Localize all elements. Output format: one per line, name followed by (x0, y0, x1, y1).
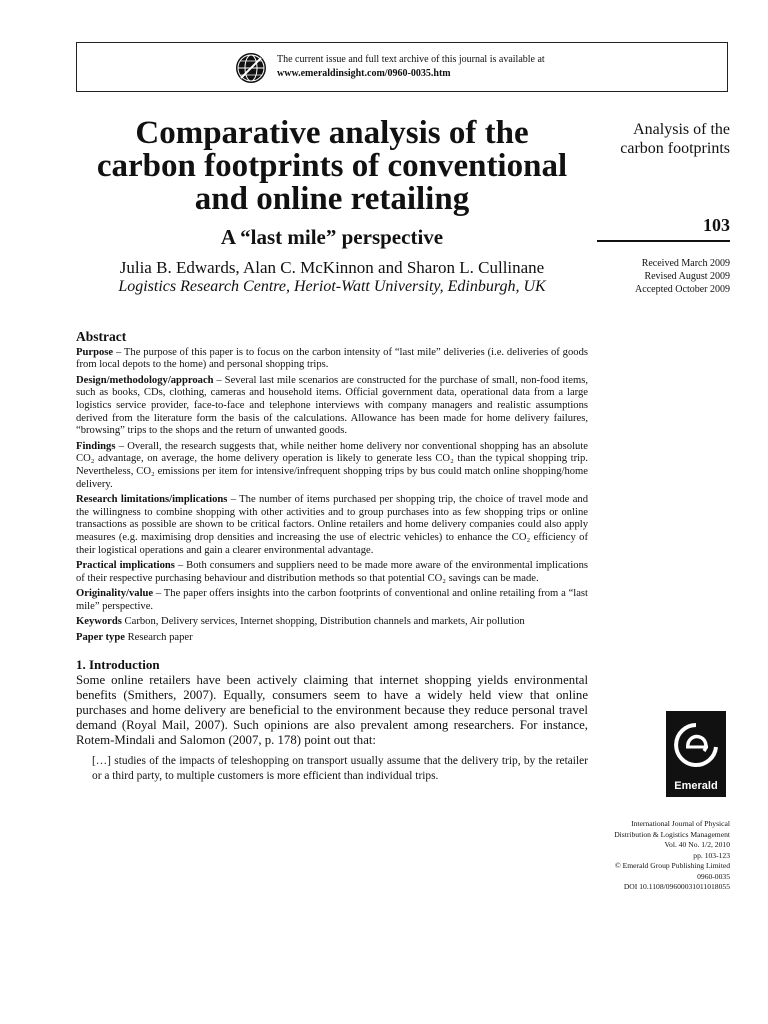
abstract-practical (76, 560, 588, 585)
journal-availability-banner (76, 42, 728, 92)
journal-url-link[interactable]: www.emeraldinsight.com/0960-0035.htm (277, 68, 451, 79)
page-number: 103 (703, 215, 730, 235)
divider (597, 240, 730, 242)
title-line: Comparative analysis of the (135, 115, 529, 151)
received-date: Received March 2009 (641, 258, 730, 269)
abstract-heading: Abstract (76, 329, 127, 344)
running-title-line: Analysis of the (633, 121, 730, 138)
author-list: Julia B. Edwards, Alan C. McKinnon and Sharon L. Cullinane (119, 258, 545, 277)
section-text: – The number of items purchased per shopping trip, the choice of travel mode and the willingness to combine shopping with other activities and to group purchases into as few shopping trips or online transactions as possible are shown to be critical factors. Online retailers and home delivery companies could also apply measures (e.g. maximising drop densities and increasing the use of electric vehicles) to enhance the CO₂ efficiency of their logistical operations and gain a clearer environmental advantage. (76, 494, 588, 556)
section-text: – Several last mile scenarios are constructed for the purchase of small, non-food items, such as books, CDs, clothing, cameras and household items. Official government data, operational data from a large logistics service provider, face-to-face and telephone interviews with company managers and realistic assumptions derived from the literature form the basis of the calculations. Allowance has been made for home delivery failures, “browsing” trips to the shops and the return of unwanted goods. (76, 374, 588, 437)
section-text: – The purpose of this paper is to focus on the carbon intensity of “last mile” deliveries (i.e. deliveries of goods from local depots to the home) and personal shopping trips. (76, 346, 588, 371)
title-line: and online retailing (194, 181, 470, 217)
globe-icon (235, 52, 267, 84)
abstract-purpose (76, 347, 588, 372)
journal-info-line: 0960-0035 (697, 871, 730, 881)
abstract-limitations (76, 494, 588, 557)
section-label: Research limitations/implications (76, 494, 228, 506)
section-text: Research paper (124, 632, 193, 644)
emerald-logo-icon (666, 715, 726, 781)
abstract-design (76, 375, 588, 438)
emerald-logo (666, 711, 726, 797)
revised-date: Revised August 2009 (644, 271, 730, 282)
accepted-date: Accepted October 2009 (635, 284, 730, 295)
journal-info-line: pp. 103-123 (693, 850, 730, 860)
abstract-originality (76, 588, 588, 613)
abstract-findings (76, 441, 588, 491)
section-label: Keywords (76, 616, 122, 628)
journal-info-line: International Journal of Physical (631, 819, 730, 828)
section-label: Practical implications (76, 560, 175, 572)
introduction-paragraph: Some online retailers have been actively claiming that internet shopping yields environmental benefits (Smithers, 2007). Equally, consumers seem to have a widely held view that online purchases and home delivery are beneficial to the environment because they reduce personal travel demand (Royal Mail, 2007). Such opinions are also prevalent among researchers. For instance, Rotem-Mindali and Salomon (2007, p. 178) point out that: (76, 673, 588, 748)
section-text: Carbon, Delivery services, Internet shopping, Distribution channels and markets, Air pollution (121, 616, 525, 628)
running-title (570, 120, 730, 158)
paper-title (76, 117, 588, 216)
section-label: Design/methodology/approach (76, 374, 214, 386)
abstract-keywords (76, 616, 588, 629)
section-label: Findings (76, 440, 116, 452)
section-label: Paper type (76, 632, 125, 644)
affiliation: Logistics Research Centre, Heriot-Watt University, Edinburgh, UK (118, 278, 546, 295)
introduction-section (76, 656, 588, 785)
section-label: Purpose (76, 346, 114, 358)
journal-info-line: © Emerald Group Publishing Limited (614, 861, 730, 870)
running-title-line: carbon footprints (620, 140, 730, 157)
journal-info (570, 819, 730, 893)
block-quote: […] studies of the impacts of teleshopping on transport usually assume that the delivery trip, by the retailer or a third party, to multiple customers is more efficient than individual trips. (92, 755, 588, 783)
section-text: – Overall, the research suggests that, while neither home delivery nor conventional shopping has an absolute CO₂ advantage, on average, the home delivery operation is likely to generate less CO₂ than the typical shopping trip. Nevertheless, CO₂ emissions per item for intensive/infrequent shopping trips by bus could match online shopping/home delivery. (76, 440, 588, 490)
section-text: – The paper offers insights into the carbon footprints of conventional and online retailing from a “last mile” perspective. (76, 588, 588, 612)
journal-info-line: Distribution & Logistics Management (614, 829, 730, 839)
journal-info-line: DOI 10.1108/09600031011018055 (623, 882, 730, 891)
main-column (76, 331, 588, 784)
section-label: Originality/value (76, 588, 154, 600)
title-line: carbon footprints of conventional (96, 148, 568, 184)
paper-subtitle: A “last mile” perspective (220, 225, 444, 249)
introduction-heading: 1. Introduction (76, 656, 160, 672)
submission-dates (570, 257, 730, 296)
journal-info-line: Vol. 40 No. 1/2, 2010 (664, 840, 730, 849)
section-text: – Both consumers and suppliers need to be made more aware of the environmental implications of their respective purchasing behaviour and distribution methods so that potential CO₂ savings can be made. (76, 560, 589, 584)
abstract-paper-type (76, 632, 588, 645)
emerald-logo-text: Emerald (674, 780, 718, 792)
banner-text: The current issue and full text archive of this journal is available at (277, 54, 545, 65)
